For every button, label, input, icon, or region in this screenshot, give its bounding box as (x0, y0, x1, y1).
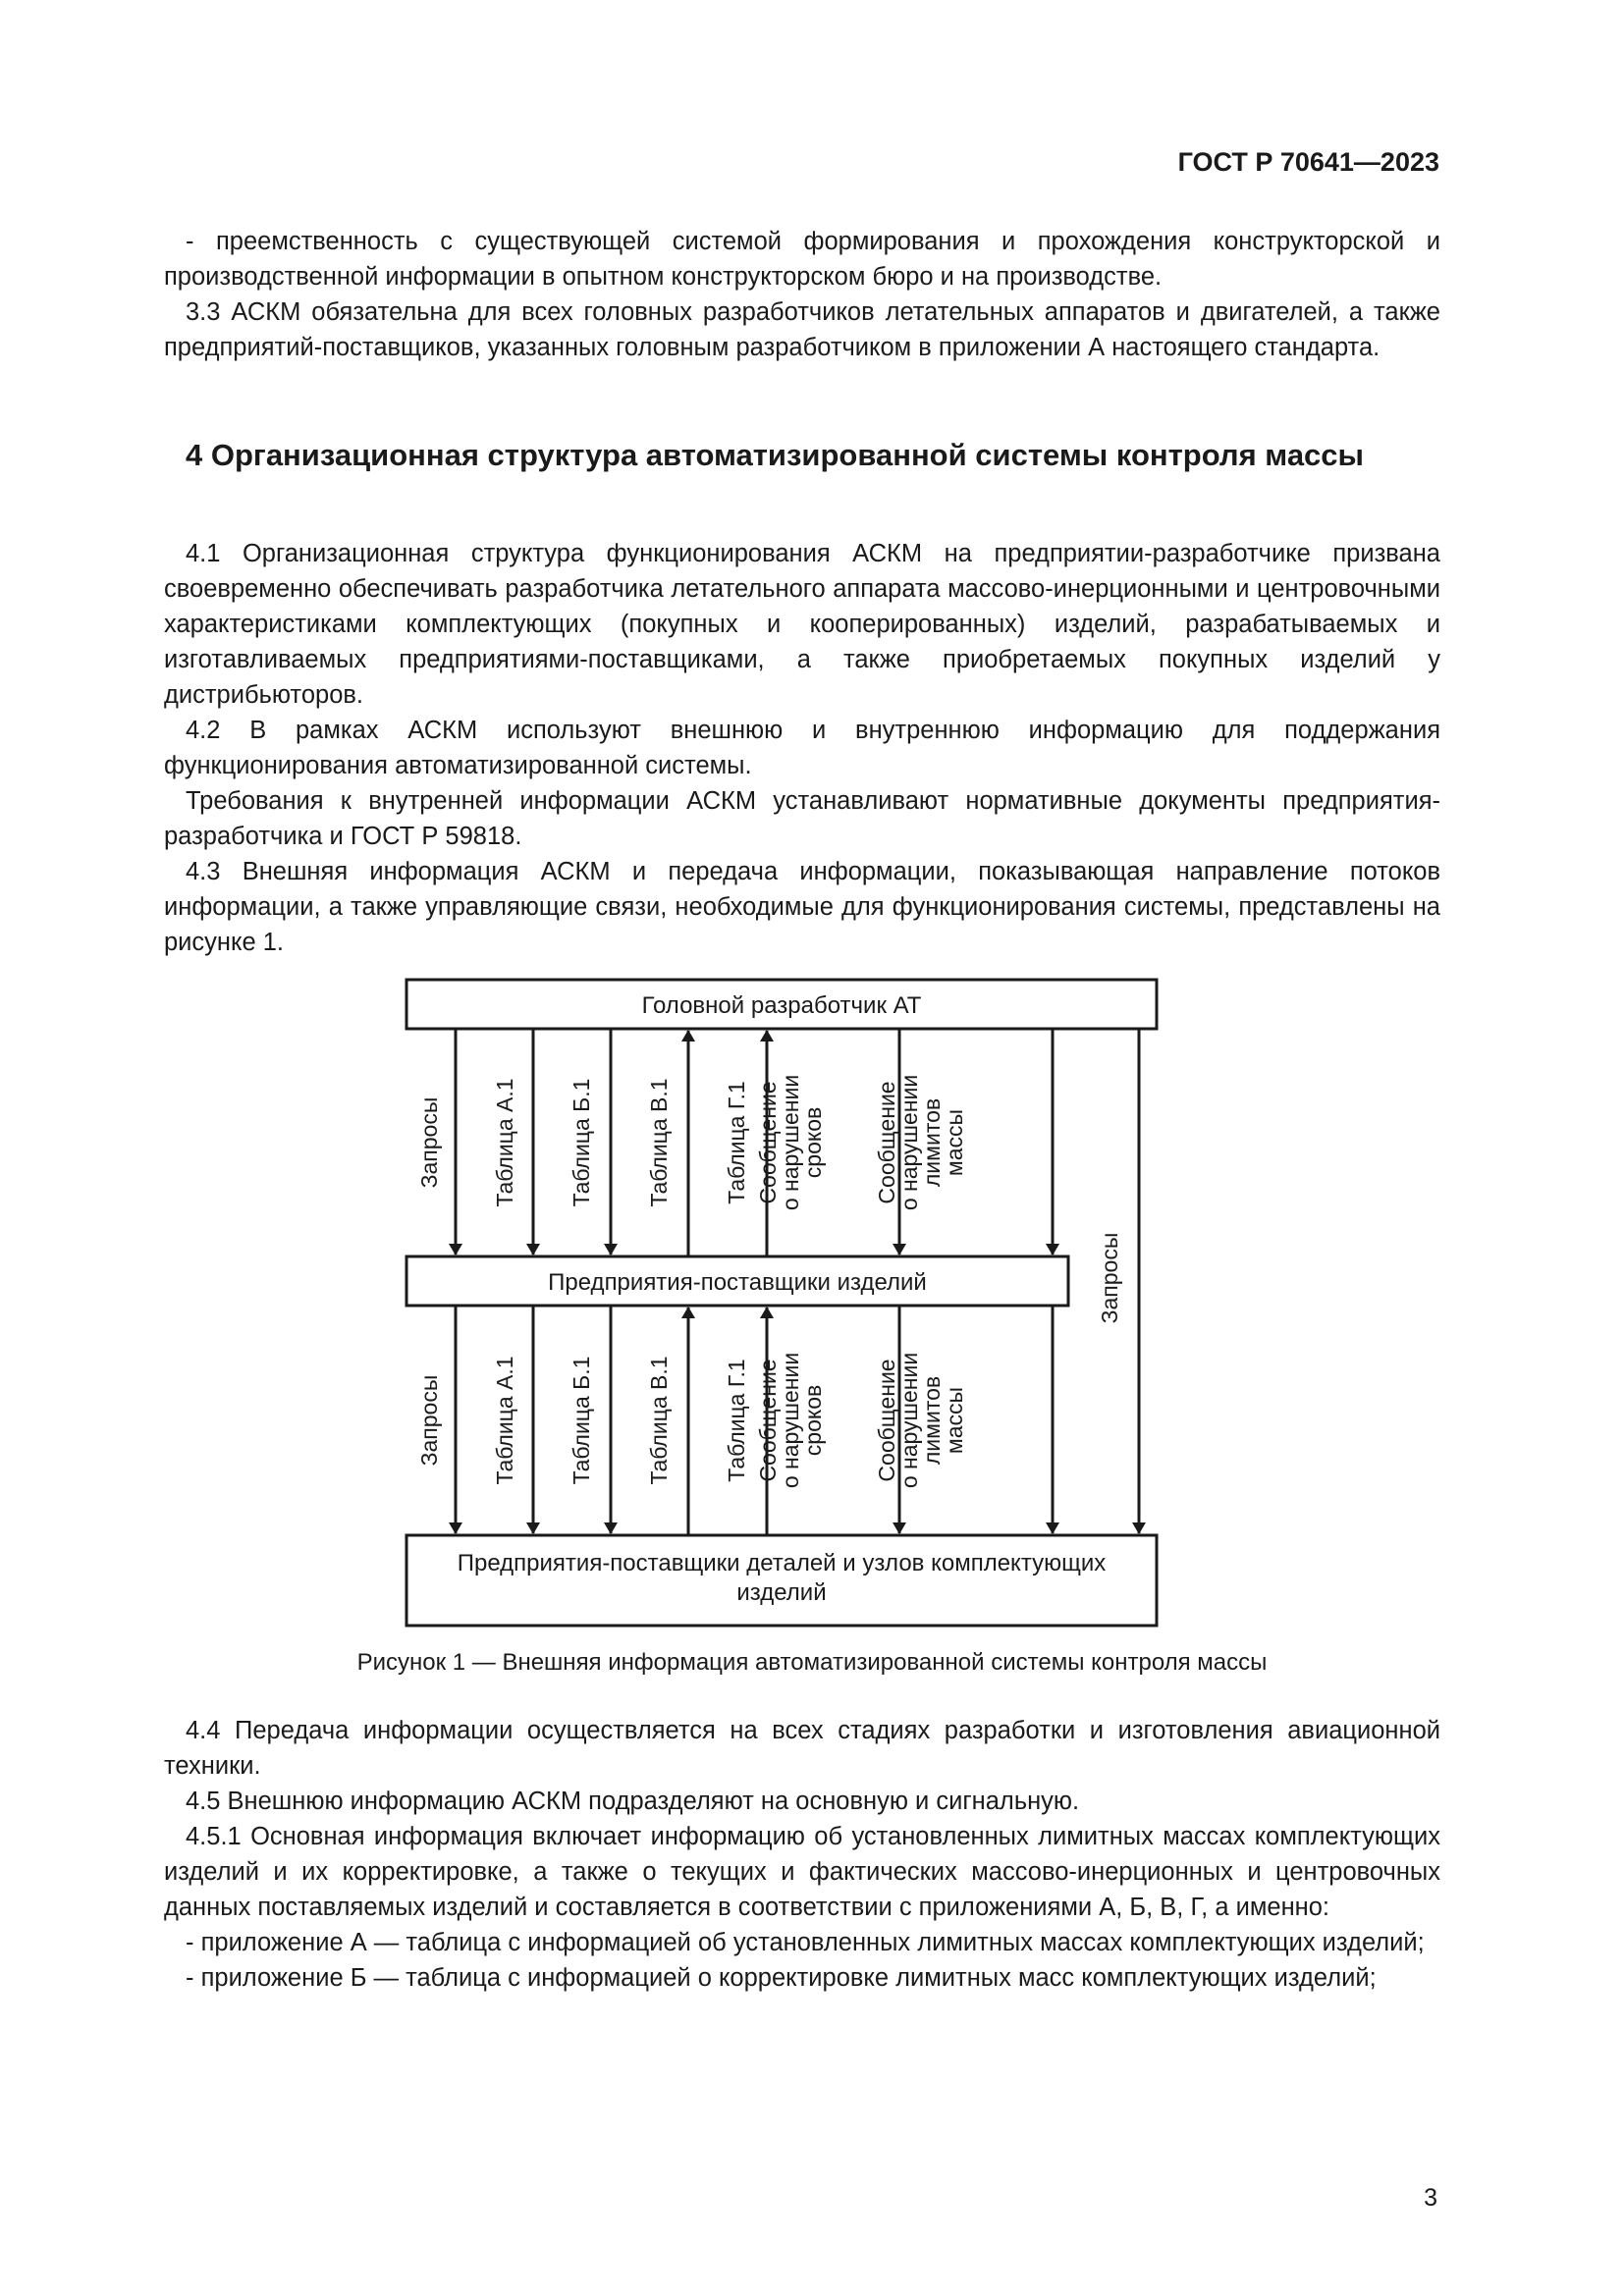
intro-paragraph: 3.3 АСКМ обязательна для всех головных разработчиков летательных аппаратов и двигателей, а также предприятий-поставщиков, указанных головным разработчиком в приложении А настоящего стандарта. (164, 298, 1440, 361)
lower-flow-label: массы (942, 1386, 967, 1455)
suppliers-label: Предприятия-поставщики изделий (548, 1269, 927, 1296)
lower-flow-label: Сообщение (755, 1359, 781, 1482)
upper-flow-label: Сообщение (874, 1081, 899, 1204)
paragraph-internal-info: Требования к внутренней информации АСКМ устанавливают нормативные документы предприятия-разработчика и ГОСТ Р 59818. (164, 787, 1440, 850)
paragraph-4-5-1: 4.5.1 Основная информация включает информацию об установленных лимитных массах комплектующих изделий и их корректировке, а также о текущих и фактических массово-инерционных и центровочных данных поставляемых изделий и составляется в соответствии с приложениями А, Б, В, Г, а именно: (164, 1823, 1440, 1921)
upper-flow-label: о нарушении (896, 1074, 922, 1211)
paragraph-4-4: 4.4 Передача информации осуществляется на всех стадиях разработки и изготовления авиационной техники. (164, 1717, 1440, 1780)
paragraph-4-2: 4.2 В рамках АСКМ используют внешнюю и внутреннюю информацию для поддержания функционирования автоматизированной системы. (164, 717, 1440, 779)
parts-suppliers-label-line1: Предприятия-поставщики деталей и узлов комплектующих (457, 1550, 1107, 1576)
lower-flow-label: Запросы (416, 1374, 442, 1467)
paragraph-4-3: 4.3 Внешняя информация АСКМ и передача информации, показывающая направление потоков информации, а также управляющие связи, необходимые для функционирования системы, представлены на рисунке 1. (164, 858, 1440, 956)
list-item-appendix-a: - приложение А — таблица с информацией об установленных лимитных массах комплектующих изделий; (186, 1929, 1425, 1956)
lower-flow-label: Таблица А.1 (492, 1356, 517, 1485)
paragraph-4-1: 4.1 Организационная структура функционирования АСКМ на предприятии-разработчике призвана своевременно обеспечивать разработчика летательного аппарата массово-инерционными и центровочными характеристиками комплектующих (покупных и кооперированных) изделий, разрабатываемых и изготавливаемых предприятиями-поставщиками, а также приобретаемых покупных изделий у дистрибьюторов. (164, 540, 1440, 709)
figure-caption: Рисунок 1 — Внешняя информация автоматизированной системы контроля массы (356, 1649, 1268, 1676)
upper-flow-label: массы (942, 1108, 967, 1177)
upper-flow-label: сроков (800, 1106, 826, 1179)
lower-flow-label: сроков (800, 1384, 826, 1457)
upper-flow-label: Таблица А.1 (492, 1078, 517, 1207)
upper-flow-label: Таблица Б.1 (568, 1078, 594, 1207)
paragraph-4-5: 4.5 Внешнюю информацию АСКМ подразделяют на основную и сигнальную. (186, 1788, 1080, 1815)
lower-flow-label: Сообщение (874, 1359, 899, 1482)
upper-flow-label: лимитов (919, 1097, 945, 1188)
section-heading: 4 Организационная структура автоматизированной системы контроля массы (186, 438, 1365, 472)
lower-flow-label: Таблица Г.1 (724, 1359, 749, 1482)
head-developer-label: Головной разработчик АТ (641, 992, 922, 1019)
list-item-appendix-b: - приложение Б — таблица с информацией о корректировке лимитных масс комплектующих изделий; (186, 1964, 1377, 1992)
lower-flow-label: лимитов (919, 1375, 945, 1466)
upper-flow-label: Таблица В.1 (646, 1078, 672, 1207)
section-text-after-figure (164, 1713, 1440, 1996)
upper-flow-label: о нарушении (778, 1074, 803, 1211)
upper-flow-label: Таблица Г.1 (724, 1081, 749, 1204)
page-number: 3 (1424, 2184, 1437, 2212)
bypass-flow-label: Запросы (1097, 1232, 1122, 1324)
lower-flow-label: Таблица В.1 (646, 1356, 672, 1485)
parts-suppliers-label-line2: изделий (736, 1579, 827, 1606)
standard-header: ГОСТ Р 70641—2023 (1177, 147, 1439, 177)
lower-flow-label: о нарушении (778, 1352, 803, 1489)
upper-flow-label: Запросы (416, 1096, 442, 1189)
lower-flow-label: о нарушении (896, 1352, 922, 1489)
intro-paragraph: - преемственность с существующей системой формирования и прохождения конструкторской и производственной информации в опытном конструкторском бюро и на производстве. (164, 228, 1440, 291)
lower-flow-label: Таблица Б.1 (568, 1356, 594, 1485)
upper-flow-label: Сообщение (755, 1081, 781, 1204)
